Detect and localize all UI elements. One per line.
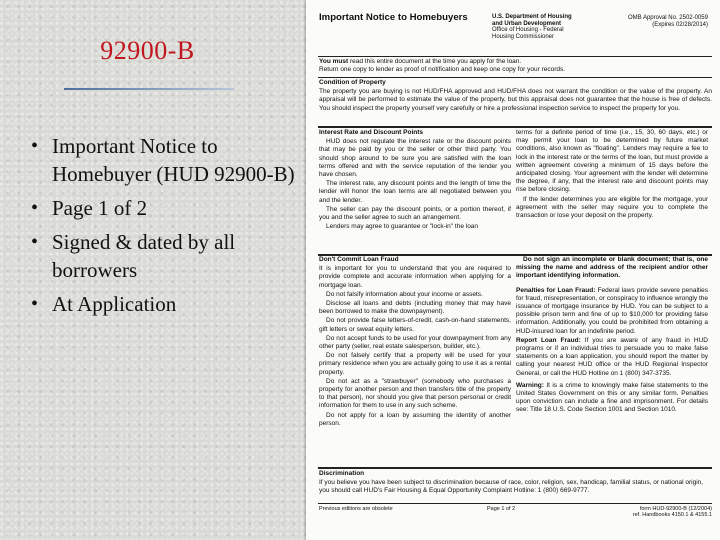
agency-line: Housing Commissioner xyxy=(492,33,555,40)
omb-expiry: (Expires 02/28/2014) xyxy=(652,22,708,28)
agency-block xyxy=(492,14,622,40)
fraud-left-column xyxy=(319,256,511,429)
interest-paragraph: terms for a definite period of time (i.e., 15, 30, 60 days, etc.) or may permit your loan to be determined by future market conditions, also known as "floating". Lenders may require a fee to lock in the interest rate or the terms of the loan, but must provide a written agreement covering a minimum of 15 days before the anticipated closing. Your agreement with the lender will determine the degree, if any, that the interest rate and discount points may rise before closing. xyxy=(516,129,708,194)
bullet-item: • Signed & dated by all borrowers xyxy=(28,228,298,284)
interest-right-column xyxy=(516,129,708,221)
report-text: If you are aware of any fraud in HUD programs or if an individual tries to persuade you to make false statements on a loan application, you should report the matter by calling your nearest HUD office or the HUD Regional Inspector General, or call the HUD Hotline on 1 (800) 347-3735. xyxy=(516,336,709,377)
interest-title: Interest Rate and Discount Points xyxy=(319,129,424,136)
fraud-blank-warning: Do not sign an incomplete or blank document; that is, one missing the name and address of the recipient and/or other important identifying information. xyxy=(516,256,708,280)
penalties-title: Penalties for Loan Fraud: xyxy=(516,286,596,294)
penalties-text: Federal laws provide severe penalties for fraud, misrepresentation, or conspiracy to influence wrongly the issuance of mortgage insurance by HUD. You can be subject to a possible prison term and fine of up to $10,000 for providing false information. Additionally, you could be prohibited from obtaining a HUD-insured loan for an indefinite period. xyxy=(516,286,709,335)
interest-paragraph: If the lender determines you are eligible for the mortgage, your agreement with the seller may require you to complete the transaction or lose your deposit on the property. xyxy=(516,195,708,220)
must-read-lead: You must xyxy=(319,58,349,65)
interest-left-column xyxy=(319,129,511,232)
fraud-paragraph: Do not falsify information about your income or assets. xyxy=(326,290,483,298)
divider xyxy=(318,126,712,128)
condition-section xyxy=(319,79,712,113)
fraud-title: Don't Commit Loan Fraud xyxy=(319,256,399,263)
divider xyxy=(318,77,712,78)
discrimination-section xyxy=(319,470,712,496)
fraud-paragraph: Do not accept funds to be used for your downpayment from any other party (seller, real estate salesperson, builder, etc.). xyxy=(319,334,511,351)
omb-block xyxy=(628,15,708,29)
agency-line: U.S. Department of Housing xyxy=(492,14,572,20)
warning-text: It is a crime to knowingly make false statements to the United States Government on this or any similar form. Penalties upon conviction can include a fine and imprisonment. For details see: Title 18 U.S. Code Section 1001 and Section 1010. xyxy=(516,381,708,414)
footer-form-id xyxy=(633,506,712,519)
report-title: Report Loan Fraud: xyxy=(516,336,581,344)
interest-paragraph: The interest rate, any discount points and the length of time the lender will honor the loan terms are all negotiated between you and the lender. xyxy=(319,180,511,204)
divider xyxy=(318,56,712,57)
footer-form-number: form HUD-92900-B (12/2004) xyxy=(639,506,712,512)
bullet-item: • Important Notice to Homebuyer (HUD 92900-B) xyxy=(28,132,298,188)
must-read-line2: Return one copy to lender as proof of notification and keep one copy for your records. xyxy=(319,66,566,74)
condition-title: Condition of Property xyxy=(319,79,386,86)
warning-title: Warning: xyxy=(516,381,544,389)
bullet-item: • At Application xyxy=(28,290,298,318)
agency-line: Office of Housing - Federal xyxy=(492,27,564,34)
fraud-paragraph: Disclose all loans and debts (including money that may have been borrowed to make the downpayment). xyxy=(319,300,511,316)
title-underline xyxy=(64,88,234,90)
footer-page: Page 1 of 2 xyxy=(487,506,516,512)
interest-paragraph: The seller can pay the discount points, or a portion thereof, if you and the seller agree to such an arrangement. xyxy=(319,205,511,222)
fraud-paragraph: Do not falsely certify that a property will be used for your primary residence when you are actually going to use it as a rental property. xyxy=(319,352,511,376)
discrimination-text: If you believe you have been subject to discrimination because of race, color, religion, sex, handicap, familial status, or national origin, you should call HUD's Fair Housing & Equal Opportunity Complaint Hotline: 1 (800) 669-9777. xyxy=(319,479,704,495)
must-read-line1: read this entire document at the time you apply for the loan. xyxy=(349,58,522,65)
interest-paragraph: HUD does not regulate the interest rate or the discount points that may be paid by you or the seller or other third party. You should shop around to be sure you are satisfied with the loan terms offered and with the service reputation of the lender you have chosen. xyxy=(319,138,511,179)
divider xyxy=(318,467,712,469)
footer-handbook-ref: ref. Handbooks 4150.1 & 4155.1 xyxy=(632,512,712,519)
bullet-list xyxy=(28,132,298,324)
slide-title: 92900-B xyxy=(100,36,195,65)
divider xyxy=(318,503,712,504)
form-title: Important Notice to Homebuyers xyxy=(319,12,468,23)
fraud-right-column xyxy=(516,256,708,416)
fraud-paragraph: Do not apply for a loan by assuming the identity of another person. xyxy=(319,411,511,427)
omb-number: OMB Approval No. 2502-0059 xyxy=(627,15,708,21)
condition-text: The property you are buying is not HUD/FHA approved and HUD/FHA does not warrant the condition or the value of the property. An appraisal will be performed to estimate the value of the property, but this appraisal does not guarantee that the house is free of defects. You should inspect the property yourself very carefully or hire a professional inspection service to inspect the property for you. xyxy=(319,88,712,112)
must-read-notice xyxy=(319,58,712,74)
fraud-paragraph: Do not act as a "strawbuyer" (somebody who purchases a property for another person and then transfers title of the property to that person), nor should you give that person personal or credit information for them to use in any such scheme. xyxy=(319,377,511,410)
fraud-paragraph: It is important for you to understand that you are required to provide complete and accurate information when applying for a mortgage loan. xyxy=(319,265,511,289)
discrimination-title: Discrimination xyxy=(319,470,365,477)
form-page-image xyxy=(306,0,720,540)
interest-paragraph: Lenders may agree to guarantee or "lock-in" the loan xyxy=(326,223,479,231)
footer-obsolete: Previous editions are obsolete xyxy=(319,506,393,512)
agency-line: and Urban Development xyxy=(492,20,562,27)
bullet-item: • Page 1 of 2 xyxy=(28,194,298,222)
fraud-paragraph: Do not provide false letters-of-credit, cash-on-hand statements, gift letters or sweat equity letters. xyxy=(319,317,511,333)
